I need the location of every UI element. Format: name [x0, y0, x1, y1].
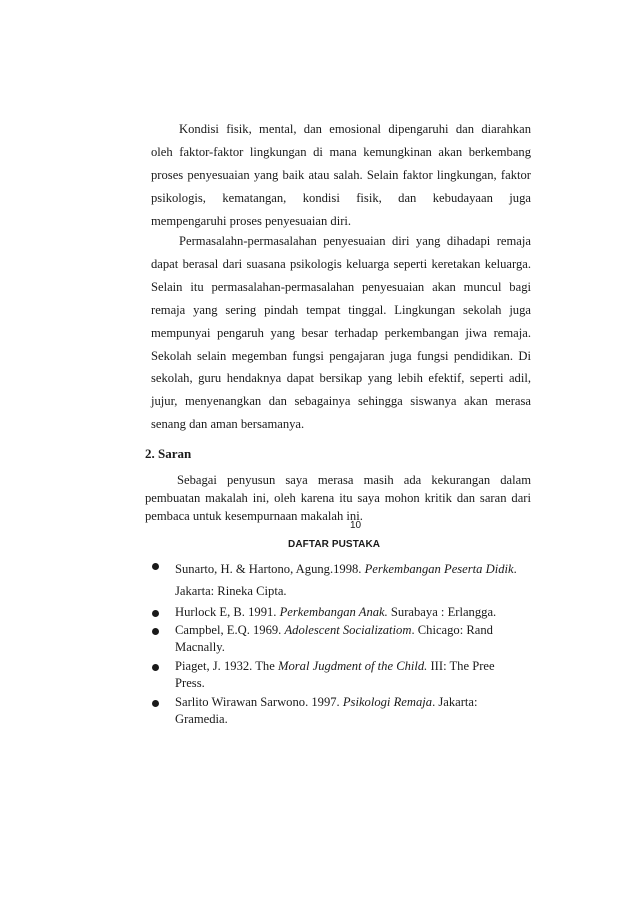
reference-text	[175, 658, 515, 691]
reference-line	[175, 622, 515, 639]
text-line: Selain itu permasalahan-permasalahan penyesuaian akan muncul bagi	[151, 279, 531, 294]
reference-segment: Surabaya : Erlangga.	[387, 605, 497, 619]
reference-text	[175, 694, 515, 727]
text-line: dapat berasal dari suasana psikologis keluarga seperti keretakan keluarga.	[151, 256, 531, 271]
reference-title: Adolescent Socializatiom	[284, 623, 412, 637]
text-line: Sebagai penyusun saya merasa masih ada kekurangan dalam	[177, 473, 531, 487]
section-heading-saran: 2. Saran	[145, 446, 192, 461]
reference-segment: . Chicago: Rand	[411, 623, 493, 637]
text-line: jujur, menyenangkan dan sebagainya sehingga siswanya akan merasa	[151, 394, 531, 409]
reference-line	[175, 604, 515, 621]
reference-line	[175, 558, 515, 580]
text-line: mempunyai pengaruh yang besar terhadap perkembangan jiwa remaja.	[151, 325, 531, 340]
reference-segment: Piaget, J. 1932. The	[175, 659, 278, 673]
reference-segment: Sunarto, H. & Hartono, Agung.1998.	[175, 562, 365, 576]
reference-line	[175, 639, 515, 656]
page-number: 10	[350, 520, 362, 531]
text-line: remaja yang sering pindah tempat tinggal. Lingkungan sekolah juga	[151, 302, 531, 317]
reference-segment: Hurlock E, B. 1991.	[175, 605, 280, 619]
text-line: psikologis, kematangan, kondisi fisik, dan kebudayaan juga	[151, 190, 531, 205]
reference-line	[175, 694, 515, 711]
reference-title: Moral Jugdment of the Child.	[277, 659, 428, 673]
bullet-icon	[152, 610, 159, 617]
reference-segment: Press.	[175, 675, 205, 690]
text-line: sekolah, guru hendaknya dapat bersikap yang lebih efektif, seperti adil,	[151, 371, 531, 386]
bibliography-title: DAFTAR PUSTAKA	[288, 539, 381, 550]
reference-title: Perkembangan Peserta Didik	[364, 562, 514, 576]
text-line: pembuatan makalah ini, oleh karena itu saya mohon kritik dan saran dari	[145, 491, 531, 505]
text-line: pembaca untuk kesempurnaan makalah ini.	[145, 509, 363, 523]
text-line: proses penyesuaian yang baik atau salah. Selain faktor lingkungan, faktor	[151, 167, 531, 182]
text-line: Permasalahn-permasalahan penyesuaian diri yang dihadapi remaja	[179, 234, 531, 248]
reference-segment: Campbel, E.Q. 1969.	[175, 623, 285, 637]
bullet-icon	[152, 628, 159, 635]
reference-segment: Sarlito Wirawan Sarwono. 1997.	[175, 695, 343, 709]
reference-text	[175, 622, 515, 655]
reference-segment: Macnally.	[175, 639, 225, 654]
reference-segment: Gramedia.	[175, 711, 228, 726]
text-line: Sekolah selain megemban fungsi pengajaran juga fungsi pendidikan. Di	[151, 348, 531, 363]
reference-line	[175, 711, 515, 728]
reference-segment: . Jakarta:	[432, 695, 478, 709]
conclusion-paragraph-2	[151, 230, 531, 436]
reference-text	[175, 604, 515, 621]
saran-paragraph	[145, 471, 531, 525]
reference-line	[175, 675, 515, 692]
reference-segment: Jakarta: Rineka Cipta.	[175, 584, 287, 598]
reference-segment: III: The Pree	[427, 659, 495, 673]
reference-line	[175, 658, 515, 675]
bullet-icon	[152, 700, 159, 707]
reference-title: Perkembangan Anak.	[279, 605, 388, 619]
reference-segment: .	[513, 562, 517, 576]
conclusion-paragraph-1	[151, 118, 531, 233]
text-line: mempengaruhi proses penyesuaian diri.	[151, 213, 352, 228]
reference-text	[175, 558, 515, 602]
text-line: Kondisi fisik, mental, dan emosional dipengaruhi dan diarahkan	[179, 122, 531, 136]
reference-title: Psikologi Remaja	[342, 695, 433, 709]
bullet-icon	[152, 563, 159, 570]
reference-line	[175, 580, 515, 602]
bullet-icon	[152, 664, 159, 671]
text-line: senang dan aman bersamanya.	[151, 417, 305, 432]
text-line: oleh faktor-faktor lingkungan di mana kemungkinan akan berkembang	[151, 144, 531, 159]
